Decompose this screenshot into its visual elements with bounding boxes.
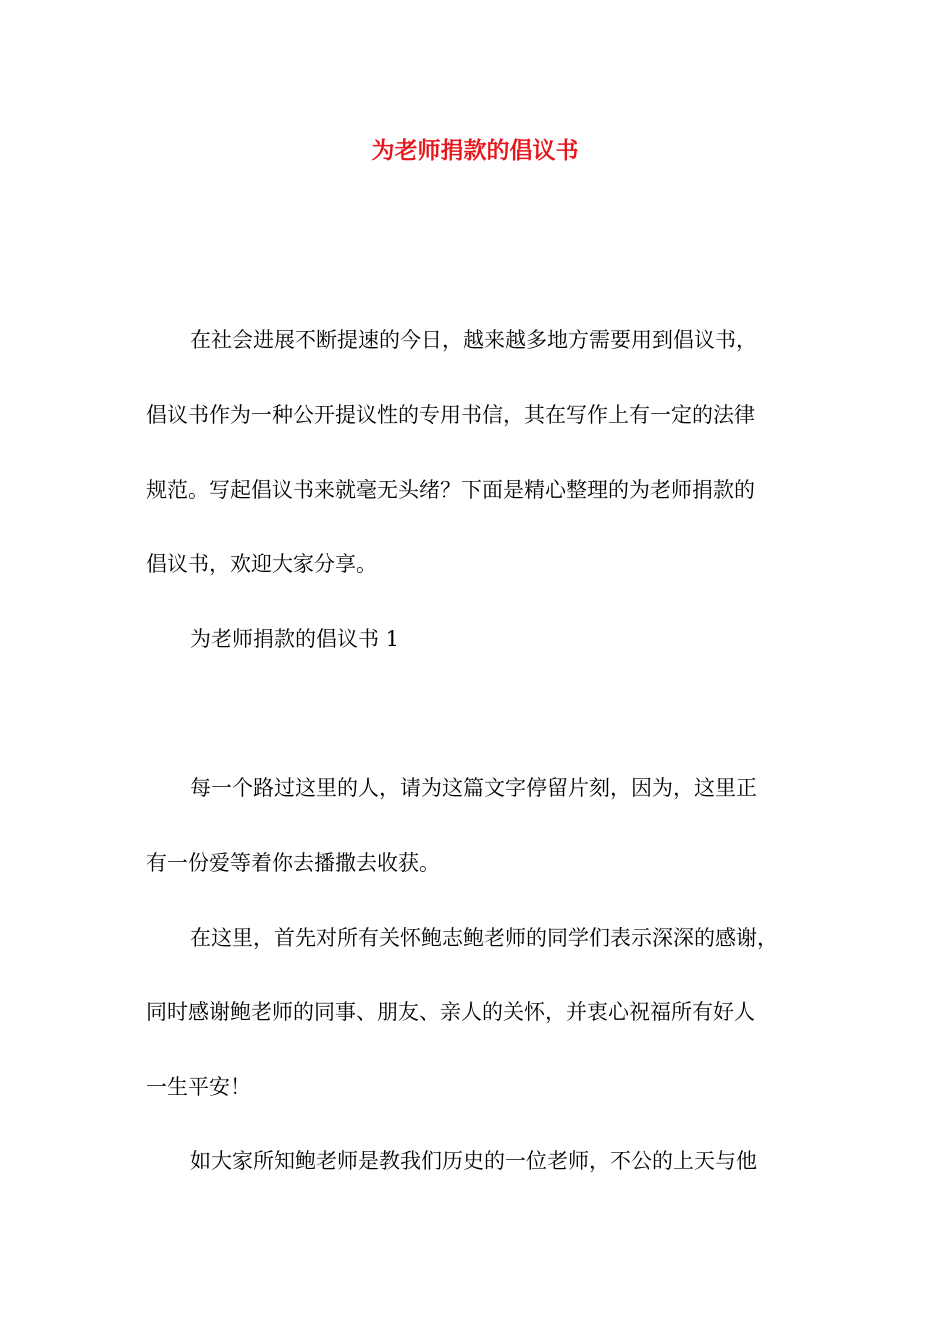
paragraph-line: 一生平安！ (146, 1075, 251, 1099)
paragraph-line: 规范。写起倡议书来就毫无头绪？下面是精心整理的为老师捐款的 (146, 478, 755, 502)
section-heading: 为老师捐款的倡议书 1 (190, 627, 400, 651)
paragraph-line: 倡议书作为一种公开提议性的专用书信，其在写作上有一定的法律 (146, 403, 755, 427)
paragraph-line: 倡议书，欢迎大家分享。 (146, 552, 377, 576)
paragraph-line: 每一个路过这里的人，请为这篇文字停留片刻，因为，这里正 (190, 776, 757, 800)
paragraph-line: 如大家所知鲍老师是教我们历史的一位老师，不公的上天与他 (190, 1149, 757, 1173)
paragraph-line: 有一份爱等着你去播撒去收获。 (146, 851, 440, 875)
paragraph-line: 在社会进展不断提速的今日，越来越多地方需要用到倡议书， (190, 328, 757, 352)
document-title: 为老师捐款的倡议书 (371, 137, 579, 164)
paragraph-line: 同时感谢鲍老师的同事、朋友、亲人的关怀，并衷心祝福所有好人 (146, 1000, 755, 1024)
paragraph-line: 在这里，首先对所有关怀鲍志鲍老师的同学们表示深深的感谢， (190, 926, 778, 950)
